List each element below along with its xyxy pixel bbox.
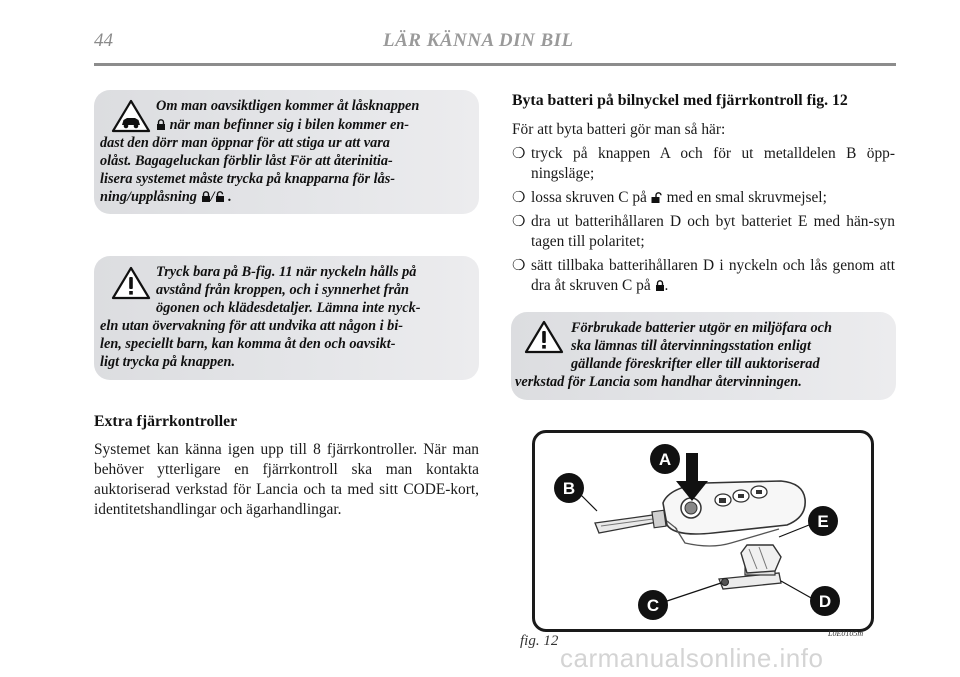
battery-step-4-text-pre: sätt tillbaka batterihållaren D i nyckeln och lås genom att dra åt skruven C på (531, 257, 895, 294)
watermark: carmanualsonline.info (560, 643, 824, 673)
key-warning-line1: Tryck bara på B-fig. 11 när nyckeln hålls på (156, 264, 417, 280)
battery-warning-line2: ska lämnas till återvinningsstation enligt (571, 338, 811, 354)
lock-warning-line6-row (100, 188, 232, 206)
battery-step-2-text-pre: lossa skruven C på (531, 189, 647, 206)
extra-remotes-body (94, 440, 479, 520)
battery-warning-line3: gällande föreskrifter eller till auktoriserad (571, 356, 820, 372)
label-a-text: A (658, 450, 672, 469)
extra-remotes-heading: Extra fjärrkontroller (94, 413, 238, 430)
battery-step-2 (512, 188, 895, 208)
battery-step-3 (512, 212, 895, 252)
lock-warning-line4: olåst. Bagageluckan förblir låst För att återinitia- (100, 153, 393, 169)
battery-step-4 (512, 256, 895, 296)
padlock-open-icon (215, 191, 225, 202)
key-warning-line6: ligt trycka på knappen. (100, 354, 236, 370)
key-warning-box (94, 256, 479, 380)
label-a-marker (650, 444, 680, 474)
battery-step-4-text-post: . (664, 277, 669, 294)
bullet-icon: ❍ (512, 190, 526, 206)
section-title: LÄR KÄNNA DIN BIL (383, 30, 574, 51)
exclamation-triangle-icon (111, 266, 151, 300)
battery-warning-line4: verkstad för Lancia som handhar återvinningen. (515, 374, 802, 390)
battery-change-heading: Byta batteri på bilnyckel med fjärrkontroll fig. 12 (512, 92, 848, 109)
battery-step-1-text: tryck på knappen A och för ut metalldelen B öpp-ningsläge; (531, 145, 895, 182)
bullet-icon: ❍ (512, 146, 526, 162)
exclamation-triangle-icon (524, 320, 564, 354)
lock-warning-line2: när man befinner sig i bilen kommer en- (169, 117, 410, 133)
lock-warning-line6: ning/upplåsning (100, 189, 197, 205)
lock-warning-box (94, 90, 479, 214)
lock-warning-line3: dast den dörr man öppnar för att stiga ur att vara (100, 135, 390, 151)
key-warning-line5: len, speciellt barn, kan komma åt den och oavsikt- (100, 336, 396, 352)
battery-warning-line1: Förbrukade batterier utgör en miljöfara och (571, 320, 832, 336)
battery-cell (741, 545, 781, 573)
page-number: 44 (94, 30, 113, 51)
bullet-icon: ❍ (512, 258, 526, 274)
label-e-text: E (817, 512, 829, 531)
car-warning-triangle-icon (111, 99, 151, 133)
padlock-open-icon (651, 192, 663, 203)
label-d-text: D (818, 592, 832, 611)
battery-step-1 (512, 144, 895, 184)
figure-12-frame (532, 430, 874, 632)
lock-warning-line6-end: . (228, 189, 232, 205)
key-battery-illustration (535, 433, 871, 629)
label-c-text: C (646, 596, 660, 615)
extra-remotes-paragraph: Systemet kan känna igen upp till 8 fjärrkontroller. När man behöver ytterligare en fjärrkontroll ska man kontakta auktoriserad verkstad för Lancia och ta med sitt CODE-kort, identitetshandlingar och ägarhandlingar. (94, 441, 479, 518)
key-warning-line2: avstånd från kroppen, och i synnerhet från (156, 282, 410, 298)
battery-step-2-text-post: med en smal skruvmejsel; (666, 189, 827, 206)
figure-caption: fig. 12 (520, 633, 559, 649)
battery-change-intro: För att byta batteri gör man så här: (512, 121, 726, 138)
lock-separator: / (210, 189, 215, 205)
battery-steps-list (512, 144, 895, 300)
header-rule (94, 63, 896, 66)
label-b-marker (554, 473, 597, 511)
battery-step-3-text: dra ut batterihållaren D och byt batteriet E med hän-syn tagen till polaritet; (531, 213, 895, 250)
key-blade (595, 510, 666, 533)
label-b-text: B (562, 479, 576, 498)
key-warning-line3: ögonen och klädesdetaljer. Lämna inte nyck- (156, 300, 421, 316)
padlock-closed-icon (156, 119, 166, 130)
padlock-closed-icon (201, 191, 211, 202)
label-d-marker (781, 581, 840, 616)
bullet-icon: ❍ (512, 214, 526, 230)
label-c-marker (638, 583, 721, 620)
padlock-closed-icon (655, 280, 665, 291)
key-warning-line4: eln utan övervakning för att undvika att någon i bi- (100, 318, 404, 334)
figure-code: L0E0105m (828, 629, 864, 638)
lock-warning-line2-row (156, 116, 409, 134)
lock-warning-line5: lisera systemet måste trycka på knapparna för lås- (100, 171, 396, 187)
battery-warning-box (511, 312, 896, 400)
lock-warning-line1: Om man oavsiktligen kommer åt låsknappen (156, 98, 420, 114)
